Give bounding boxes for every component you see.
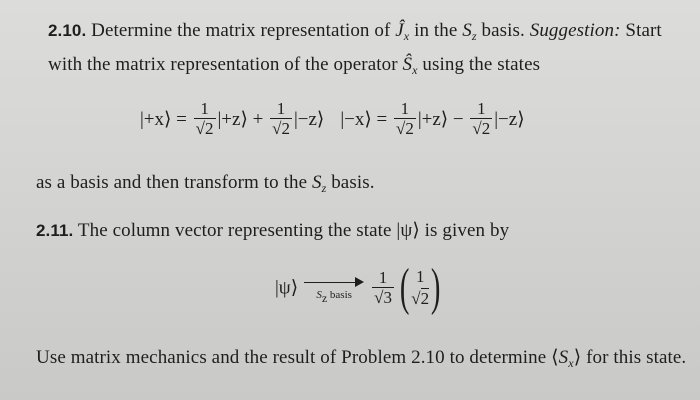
- basis-states-equation: |+x⟩ = $\frac{1}{√2}$ |+z⟩ + $\frac{1}{√2}$ |−z⟩ |−x⟩ = $\frac{1}{√2}$ |+z⟩ − $\frac{1}{√2}$ |−z⟩: [140, 99, 525, 138]
- fraction-1-sqrt2: $\frac{1}{√2}$: [472, 99, 491, 138]
- problem-2-10-line-3: as a basis and then transform to the $S_z$ basis.: [36, 172, 375, 195]
- problem-2-10-line-1: 2.10. Determine the matrix representation of $Ĵ_x$ in the $S_z$ basis. Suggestion: Start: [48, 20, 662, 43]
- right-arrow-icon: [304, 273, 364, 303]
- fraction-1-sqrt3: $\frac{1}{√3}$: [374, 267, 392, 307]
- ket-minus-x: |−x⟩ =: [340, 109, 392, 130]
- fraction-1-sqrt2: $\frac{1}{√2}$: [395, 99, 414, 138]
- problem-2-10-line-2: with the matrix representation of the operator $Ŝ_x$ using the states: [48, 54, 541, 77]
- operator-sx: $Ŝ_x$: [402, 54, 418, 77]
- fraction-1-sqrt2: $\frac{1}{√2}$: [195, 99, 214, 138]
- problem-number-2-11: 2.11.: [36, 221, 74, 240]
- column-vector: ( 1 √2 ): [399, 259, 441, 316]
- operator-jx: $Ĵ_x$: [395, 20, 410, 43]
- problem-2-11-line-2: Use matrix mechanics and the result of Problem 2.10 to determine $⟨S_x⟩$ for this state.: [36, 347, 687, 370]
- fraction-1-sqrt2: $\frac{1}{√2}$: [272, 99, 290, 138]
- ket-psi: |ψ⟩: [275, 277, 299, 299]
- ket-plus-x: |+x⟩ =: [140, 109, 192, 130]
- arrow-label: $S_z$ basis: [316, 289, 352, 305]
- problem-number-2-10: 2.10.: [48, 21, 87, 40]
- problem-2-11-line-1: 2.11. The column vector representing the state |ψ⟩ is given by: [36, 220, 510, 241]
- psi-column-vector-equation: [275, 259, 444, 316]
- suggestion-label: Suggestion:: [529, 20, 621, 41]
